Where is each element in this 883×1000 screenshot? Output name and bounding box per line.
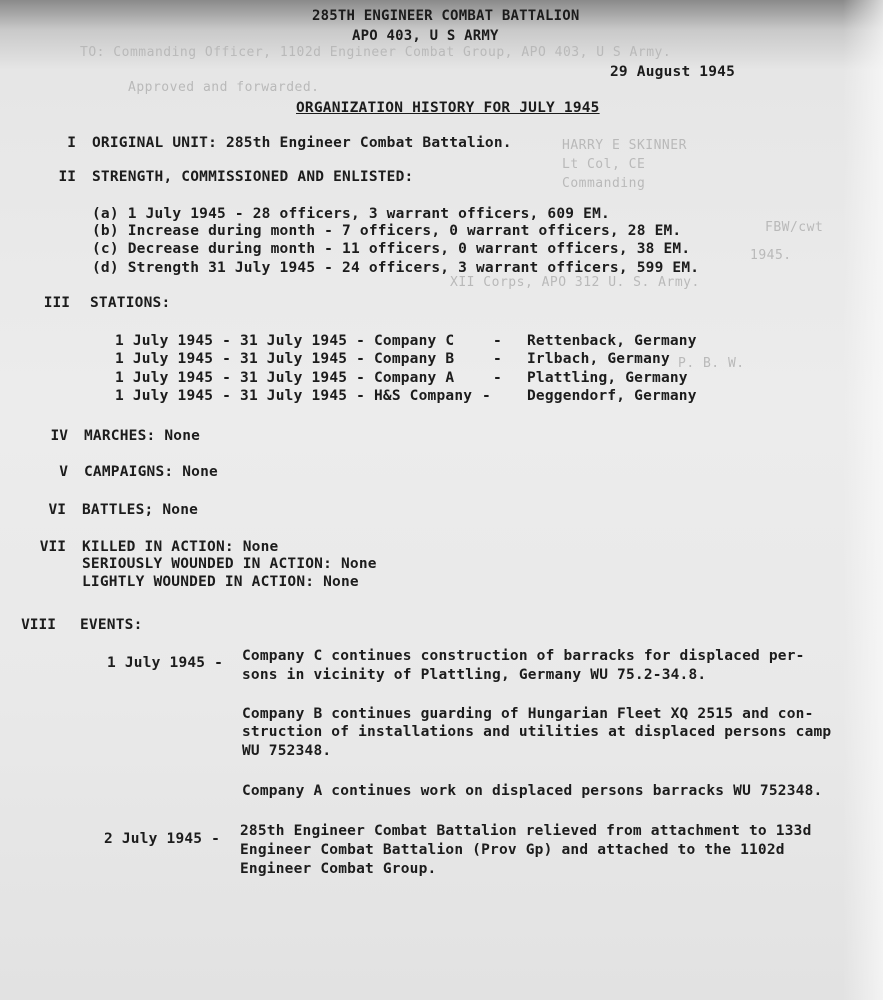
ghost-line-to: TO: Commanding Officer, 1102d Engineer Combat Group, APO 403, U S Army. [80, 45, 672, 60]
strength-item-b: (b) Increase during month - 7 officers, 0 warrant officers, 28 EM. [92, 223, 682, 239]
section-number-iii: III [43, 295, 70, 311]
section-number-ii: II [58, 169, 76, 185]
event-text: sons in vicinity of Plattling, Germany WU 75.2-34.8. [242, 667, 707, 683]
event-text: Company C continues construction of barracks for displaced per- [242, 648, 805, 664]
events-heading: EVENTS: [80, 617, 143, 633]
event-text: struction of installations and utilities at displaced persons camp [242, 724, 832, 740]
campaigns-line: CAMPAIGNS: None [84, 464, 218, 480]
apo-line: APO 403, U S ARMY [352, 28, 499, 44]
document-title: ORGANIZATION HISTORY FOR JULY 1945 [296, 100, 600, 116]
section-number-iv: IV [50, 428, 68, 444]
station-period: 1 July 1945 - 31 July 1945 - Company A [115, 370, 455, 386]
event-text: Engineer Combat Group. [240, 861, 437, 877]
marches-line: MARCHES: None [84, 428, 201, 444]
event-text: 285th Engineer Combat Battalion relieved from attachment to 133d [240, 823, 812, 839]
ghost-line-approved: Approved and forwarded. [128, 80, 320, 95]
ghost-signature-rank: Lt Col, CE [562, 157, 646, 172]
stations-heading: STATIONS: [90, 295, 171, 311]
station-dash: - [493, 370, 502, 386]
station-place: Plattling, Germany [527, 370, 688, 386]
section-number-i: I [67, 135, 76, 151]
killed-line: KILLED IN ACTION: None [82, 539, 279, 555]
station-dash: - [482, 388, 491, 404]
station-period: 1 July 1945 - 31 July 1945 - Company C [115, 333, 455, 349]
seriously-wounded-line: SERIOUSLY WOUNDED IN ACTION: None [82, 556, 377, 572]
original-unit-line: ORIGINAL UNIT: 285th Engineer Combat Battalion. [92, 135, 512, 151]
event-date-2-july: 2 July 1945 - [104, 831, 221, 847]
document-date: 29 August 1945 [610, 64, 736, 80]
lightly-wounded-line: LIGHTLY WOUNDED IN ACTION: None [82, 574, 359, 590]
strength-item-d: (d) Strength 31 July 1945 - 24 officers, 3 warrant officers, 599 EM. [92, 260, 700, 276]
station-place: Irlbach, Germany [527, 351, 670, 367]
ghost-signature-title: Commanding [562, 176, 646, 191]
section-number-viii: VIII [21, 617, 56, 633]
event-text: Company A continues work on displaced persons barracks WU 752348. [242, 783, 823, 799]
battles-line: BATTLES; None [82, 502, 199, 518]
ghost-bleed-corps: XII Corps, APO 312 U. S. Army. [450, 275, 700, 290]
station-place: Rettenback, Germany [527, 333, 697, 349]
ghost-initials-2: P. B. W. [678, 356, 745, 371]
ghost-bleed-year: 1945. [750, 248, 792, 263]
station-place: Deggendorf, Germany [527, 388, 697, 404]
station-period: 1 July 1945 - 31 July 1945 - H&S Company [115, 388, 473, 404]
section-number-vi: VI [48, 502, 66, 518]
page-edge-highlight [843, 0, 883, 1000]
section-number-v: V [59, 464, 68, 480]
station-dash: - [493, 351, 502, 367]
event-text: WU 752348. [242, 743, 332, 759]
station-period: 1 July 1945 - 31 July 1945 - Company B [115, 351, 455, 367]
event-text: Engineer Combat Battalion (Prov Gp) and attached to the 1102d [240, 842, 785, 858]
strength-item-c: (c) Decrease during month - 11 officers, 0 warrant officers, 38 EM. [92, 241, 691, 257]
unit-name: 285TH ENGINEER COMBAT BATTALION [312, 8, 580, 24]
station-dash: - [493, 333, 502, 349]
section-number-vii: VII [39, 539, 66, 555]
event-date-1-july: 1 July 1945 - [107, 655, 224, 671]
event-text: Company B continues guarding of Hungarian Fleet XQ 2515 and con- [242, 706, 814, 722]
ghost-signature-name: HARRY E SKINNER [562, 138, 687, 153]
ghost-initials: FBW/cwt [765, 220, 824, 235]
strength-heading: STRENGTH, COMMISSIONED AND ENLISTED: [92, 169, 414, 185]
strength-item-a: (a) 1 July 1945 - 28 officers, 3 warrant officers, 609 EM. [92, 206, 610, 222]
